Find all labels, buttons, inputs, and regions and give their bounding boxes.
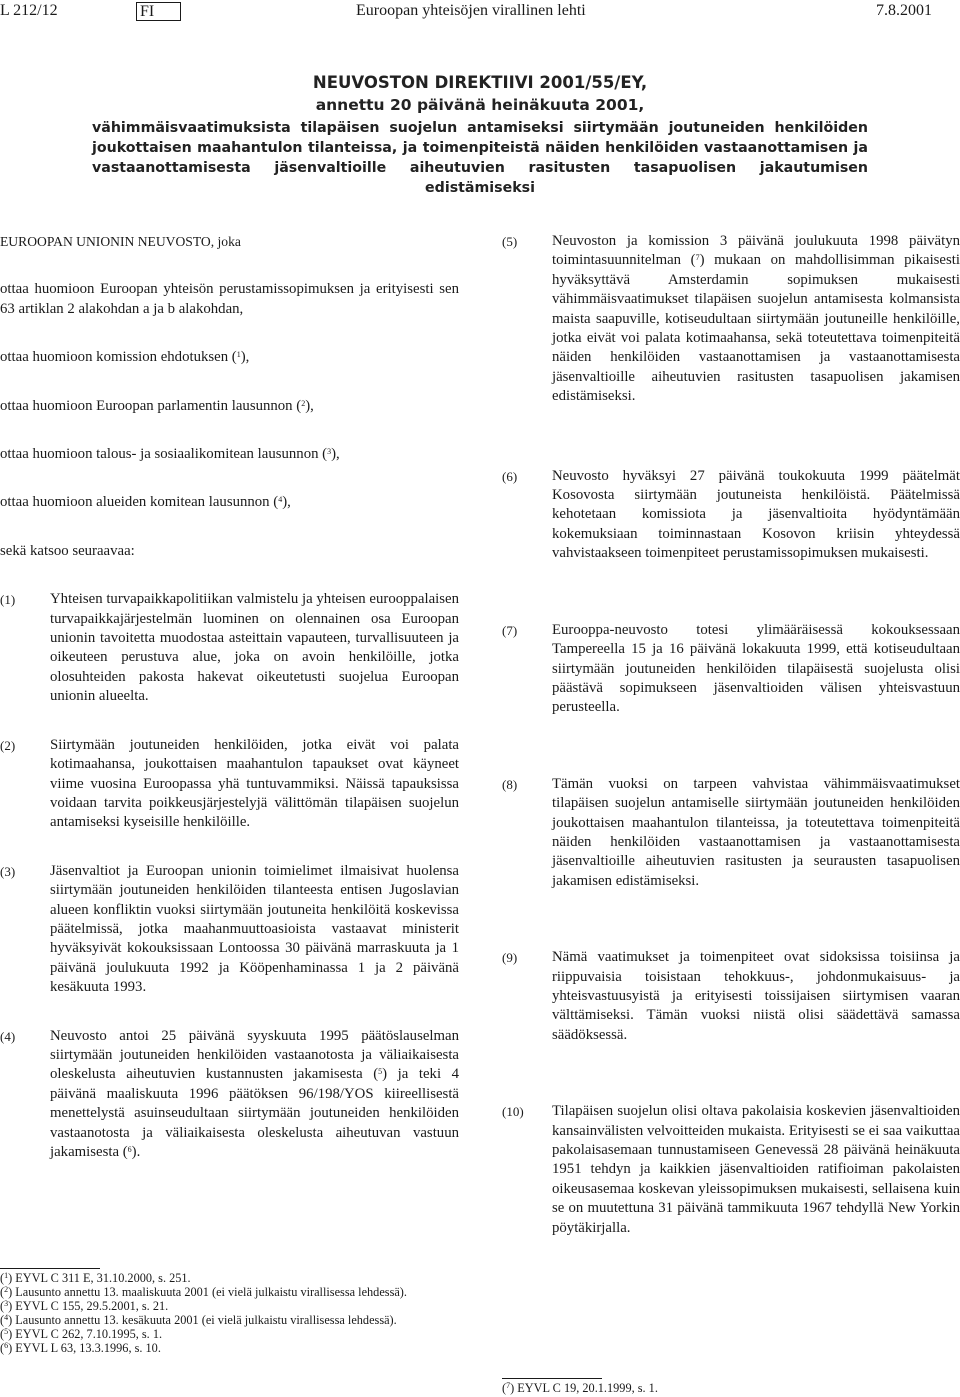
- recital-number: (1): [0, 592, 16, 608]
- preamble-citation: ottaa huomioon Euroopan parlamentin lausunnon ($^2$),: [0, 397, 314, 414]
- recital-text: Yhteisen turvapaikkapolitiikan valmistelu ja yhteisen eurooppalaisen turvapaikkajärjestelmän luominen on olennainen osa Euroopan unionin tavoitetta muodostaa asteittain vapauteen, turvallisuuteen ja oikeuteen perustuva alue, joka on avoin henkilöille, jotka olosuhteiden pakosta hakevat oikeutetusti suojelua Euroopan unionin alueelta.: [50, 591, 459, 705]
- footnote-ref[interactable]: 5: [378, 1067, 383, 1077]
- footnotes-right: [502, 1381, 960, 1395]
- preamble-citation: ottaa huomioon komission ehdotuksen ($^1$),: [0, 349, 250, 366]
- directive-number: NEUVOSTON DIREKTIIVI 2001/55/EY,: [312, 73, 648, 92]
- recital-number: (10): [502, 1104, 524, 1120]
- recital: [502, 232, 960, 407]
- recital-text: Tilapäisen suojelun olisi oltava pakolaisia koskevien jäsenvaltioiden kansainvälisten velvoitteiden mukaista. Erityisesti se ei saa vaikuttaa pakolaisasemaan tunnustamiseen Genevessä 28 päivänä heinäkuuta 1951 tehdyn ja kaikkien jäsenvaltioiden ratifioiman pakolaisten oikeusasemaa koskevan yleissopimuksen mukaisesti, sellaisena kuin se on muutettuna 31 päivänä tammikuuta 1967 tehdyllä New Yorkin pöytäkirjalla.: [552, 1103, 960, 1236]
- footnote: ($^1$) EYVL C 311 E, 31.10.2000, s. 251.: [0, 1271, 191, 1285]
- footnote: ($^6$) EYVL L 63, 13.3.1996, s. 10.: [0, 1341, 161, 1355]
- recital-text: Tämän vuoksi on tarpeen vahvistaa vähimmäisvaatimukset tilapäisen suojelun antamiselle siirtymään joutuneiden henkilöiden joukottaisen maahantulon tilanteissa, ja toteutettava toimenpiteitä näiden henkilöiden vastaanottamisen ja vastaanottamisesta jäsenvaltioille aiheutuvien rasitusten ja seurausten tasapuolisen jakamisen edistämiseksi.: [552, 775, 960, 889]
- footnote-rule: [0, 1268, 100, 1269]
- recital: [502, 948, 960, 1045]
- footnote-ref[interactable]: 2: [301, 398, 306, 408]
- footnote-ref[interactable]: 7: [695, 253, 700, 263]
- recital-number: (3): [0, 863, 16, 879]
- footnote-ref[interactable]: 4: [278, 495, 283, 505]
- recital-text: Neuvosto antoi 25 päivänä syyskuuta 1995 päätöslauselman siirtymään joutuneiden henkilöiden vastaanotosta ja väliaikaisesta oleskelusta aiheutuvien kustannusten jakamisesta ($^5$) ja teki 4 päivänä maaliskuuta 1996 päätöksen 96/198/YOS kiireellisestä menettelystä asuinseudultaan siirtymään joutuneiden henkilöiden vastaanotosta ja väliaikaisesta oleskelusta aiheutuvan vastuun jakamisesta ($^6$).: [50, 1027, 459, 1160]
- footnote: ($^3$) EYVL C 155, 29.5.2001, s. 21.: [0, 1299, 169, 1313]
- recital: [502, 1102, 960, 1238]
- recital-text: Jäsenvaltiot ja Euroopan unionin toimielimet ilmaisivat huolensa siirtymään joutuneiden henkilöiden tilanteesta entisen Jugoslavian alueen konfliktin vuoksi siirtymään joutuneita henkilöitä koskevissa päätelmissä, jotka maahanmuuttoasioista vastaavat ministerit hyväksyivät kokouksissaan Lontoossa 30 päivänä marraskuuta ja 1 päivänä joulukuuta 1992 ja Kööpenhaminassa 1 ja 2 päivänä kesäkuuta 1993.: [50, 862, 459, 996]
- recital: [0, 1027, 459, 1163]
- recital-number: (6): [502, 468, 518, 484]
- footnote: ($^7$) EYVL C 19, 20.1.1999, s. 1.: [502, 1381, 658, 1395]
- footnote-rule: [502, 1378, 602, 1379]
- page-header: [0, 0, 960, 24]
- recital: [502, 775, 960, 891]
- preamble-citation: ottaa huomioon Euroopan yhteisön perustamissopimuksen ja erityisesti sen 63 artiklan 2 alakohdan a ja b alakohdan,: [0, 281, 459, 317]
- recital-number: (8): [502, 776, 518, 792]
- adoption-date: annettu 20 päivänä heinäkuuta 2001,: [315, 96, 645, 114]
- recital: [0, 862, 459, 998]
- recital: [0, 736, 459, 833]
- recital: [502, 467, 960, 564]
- footnote-ref[interactable]: 3: [327, 447, 332, 457]
- preamble-citation: ottaa huomioon talous- ja sosiaalikomitean lausunnon ($^3$),: [0, 446, 340, 463]
- document-title: [0, 72, 960, 198]
- preamble-recitals-intro: sekä katsoo seuraavaa:: [0, 542, 135, 559]
- recital-text: Siirtymään joutuneiden henkilöiden, jotka eivät voi palata kotimaahansa, joukottaisen maahantulon tapaukset ovat käyneet viime vuosina Euroopassa yhä tuntuvammiksi. Näissä tapauksissa voidaan tarvita poikkeusjärjestelyjä välittömän tilapäisen suojelun antamiseksi kyseisille henkilöille.: [50, 736, 459, 831]
- footnote: ($^5$) EYVL C 262, 7.10.1995, s. 1.: [0, 1327, 163, 1341]
- recital-number: (4): [0, 1028, 16, 1044]
- issue-date: 7.8.2001: [876, 2, 932, 19]
- directive-subject: vähimmäisvaatimuksista tilapäisen suojelun antamiseksi siirtymään joutuneiden henkilöiden joukottaisen maahantulon tilanteissa, ja toimenpiteistä näiden henkilöiden vastaanottamisen ja vastaanottamisesta jäsenvaltioille aiheutuvien rasitusten tasapuolisen jakautumisen edistämiseksi: [92, 120, 868, 196]
- recital: [502, 621, 960, 718]
- footnote-ref[interactable]: 6: [127, 1145, 132, 1154]
- recital-text: Nämä vaatimukset ja toimenpiteet ovat sidoksissa toisiinsa ja riippuvaisia toisistaan tehokkuus-, johdonmukaisuus- ja yhteisvastuusyistä ja erityisesti toissijaisen siirtymisen vaaran välttämiseksi. Tämän vuoksi niistä olisi säädettävä samassa säädöksessä.: [552, 949, 960, 1043]
- recital-number: (2): [0, 737, 16, 753]
- council-intro: EUROOPAN UNIONIN NEUVOSTO, joka: [0, 234, 241, 249]
- recital-number: (5): [502, 234, 518, 249]
- recital-number: (7): [502, 622, 518, 638]
- recital-text: Neuvoston ja komission 3 päivänä joulukuuta 1998 päivätyn toimintasuunnitelman ($^7$) mukaan on mahdollisimman pikaisesti hyväksyttävä Amsterdamin sopimuksen mukaisesti vähimmäisvaatimukset tilapäisen suojelun antamisesta kolmansista maista saapuville, kotiseudultaan siirtymään joutuneille henkilöille, jotka eivät voi palata kotimaahansa, sekä toteutettava toimenpiteitä näiden henkilöiden vastaanottamisen ja vastaanottamisesta jäsenvaltioille aiheutuvien rasitusten tasapuolisen jakamisen edistämiseksi.: [552, 233, 960, 405]
- right-column: [502, 232, 960, 1238]
- page-reference: L 212/12: [0, 2, 58, 19]
- preamble-citation: ottaa huomioon alueiden komitean lausunnon ($^4$),: [0, 494, 291, 511]
- recital-text: Eurooppa-neuvosto totesi ylimääräisessä kokouksessaan Tampereella 15 ja 16 päivänä lokakuuta 1999, että kotiseudultaan siirtymään joutuneiden henkilöiden tilapäisestä suojelusta olisi päästävä sopimukseen jäsenvaltioiden välisen yhteisvastuun perusteella.: [552, 621, 960, 716]
- footnote: ($^2$) Lausunto annettu 13. maaliskuuta 2001 (ei vielä julkaistu virallisessa lehdessä).: [0, 1285, 407, 1299]
- footnote-ref[interactable]: 1: [236, 350, 241, 360]
- footnote: ($^4$) Lausunto annettu 13. kesäkuuta 2001 (ei vielä julkaistu virallisessa lehdessä).: [0, 1313, 397, 1327]
- language-box: FI: [136, 2, 181, 21]
- left-column: [0, 232, 459, 1162]
- journal-name: Euroopan yhteisöjen virallinen lehti: [356, 2, 586, 19]
- footnotes-left: [0, 1271, 459, 1355]
- recital-text: Neuvosto hyväksyi 27 päivänä toukokuuta 1999 päätelmät Kosovosta siirtymään joutuneista henkilöistä. Päätelmissä kehotetaan komissiota ja jäsenvaltioita hyödyntämään kokemuksiaan toiminnastaan Kosovon kriisin yhteydessä vahvistaakseen toimenpiteet perustamissopimuksen mukaisesti.: [552, 467, 960, 562]
- recital-number: (9): [502, 950, 518, 966]
- recital: [0, 590, 459, 706]
